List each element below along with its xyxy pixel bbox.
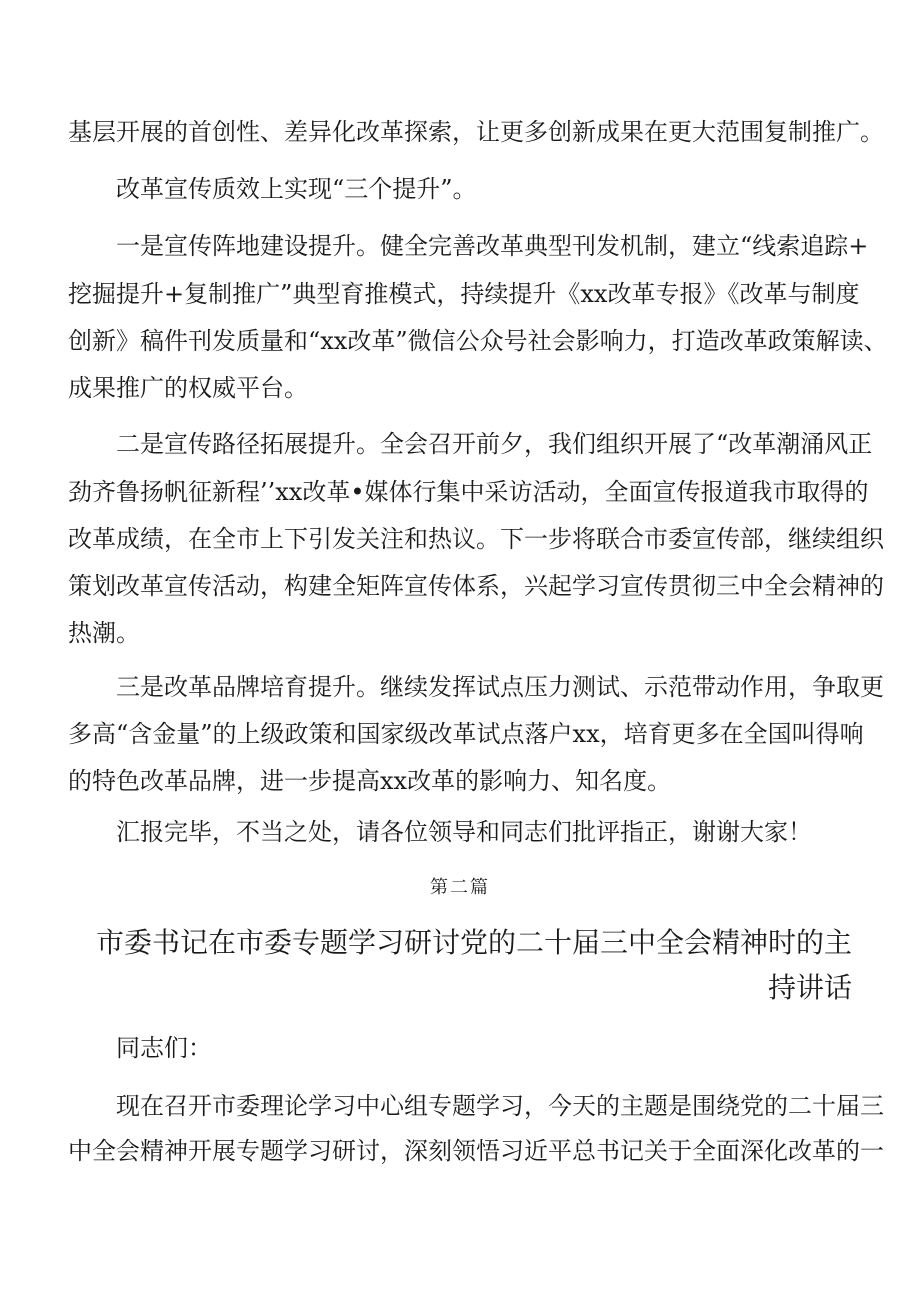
paragraph-line: 挖掘提升+复制推广”典型育推模式，持续提升《xx改革专报》《改革与制度 xyxy=(68,280,860,308)
paragraph-line: 的特色改革品牌，进一步提高xx改革的影响力、知名度。 xyxy=(68,767,672,795)
paragraph-line: 三是改革品牌培育提升。继续发挥试点压力测试、示范带动作用，争取更 xyxy=(116,673,884,701)
salutation: 同志们： xyxy=(116,1034,212,1062)
paragraph-line: 二是宣传路径拓展提升。全会召开前夕，我们组织开展了“改革潮涌风正 xyxy=(116,430,873,458)
paragraph-line: 热潮。 xyxy=(68,619,140,647)
paragraph-line: 一是宣传阵地建设提升。健全完善改革典型刊发机制，建立“线索追踪+ xyxy=(116,232,869,260)
paragraph-line: 成果推广的权威平台。 xyxy=(68,374,308,402)
page-title: 市委书记在市委专题学习研讨党的二十届三中全会精神时的主 xyxy=(95,926,852,959)
paragraph-line: 汇报完毕，不当之处，请各位领导和同志们批评指正，谢谢大家！ xyxy=(116,818,812,846)
paragraph-line: 基层开展的首创性、差异化改革探索，让更多创新成果在更大范围复制推广。 xyxy=(68,118,884,146)
paragraph-line: 改革宣传质效上实现“三个提升”。 xyxy=(116,175,477,203)
paragraph-line: 现在召开市委理论学习中心组专题学习，今天的主题是围绕党的二十届三 xyxy=(116,1092,884,1120)
paragraph-line: 中全会精神开展专题学习研讨，深刻领悟习近平总书记关于全面深化改革的一 xyxy=(68,1137,884,1165)
paragraph-line: 策划改革宣传活动，构建全矩阵宣传体系，兴起学习宣传贯彻三中全会精神的 xyxy=(68,572,884,600)
paragraph-line: 改革成绩，在全市上下引发关注和热议。下一步将联合市委宣传部，继续组织 xyxy=(68,525,884,553)
paragraph-line: 劲齐鲁扬帆征新程’’xx改革•媒体行集中采访活动，全面宣传报道我市取得的 xyxy=(68,478,869,506)
paragraph-line: 创新》稿件刊发质量和“xx改革”微信公众号社会影响力，打造改革政策解读、 xyxy=(68,327,888,355)
section-label: 第二篇 xyxy=(430,877,490,898)
paragraph-line: 多高“含金量”的上级政策和国家级改革试点落户xx，培育更多在全国叫得响 xyxy=(68,720,864,748)
page-title: 持讲话 xyxy=(767,971,852,1004)
